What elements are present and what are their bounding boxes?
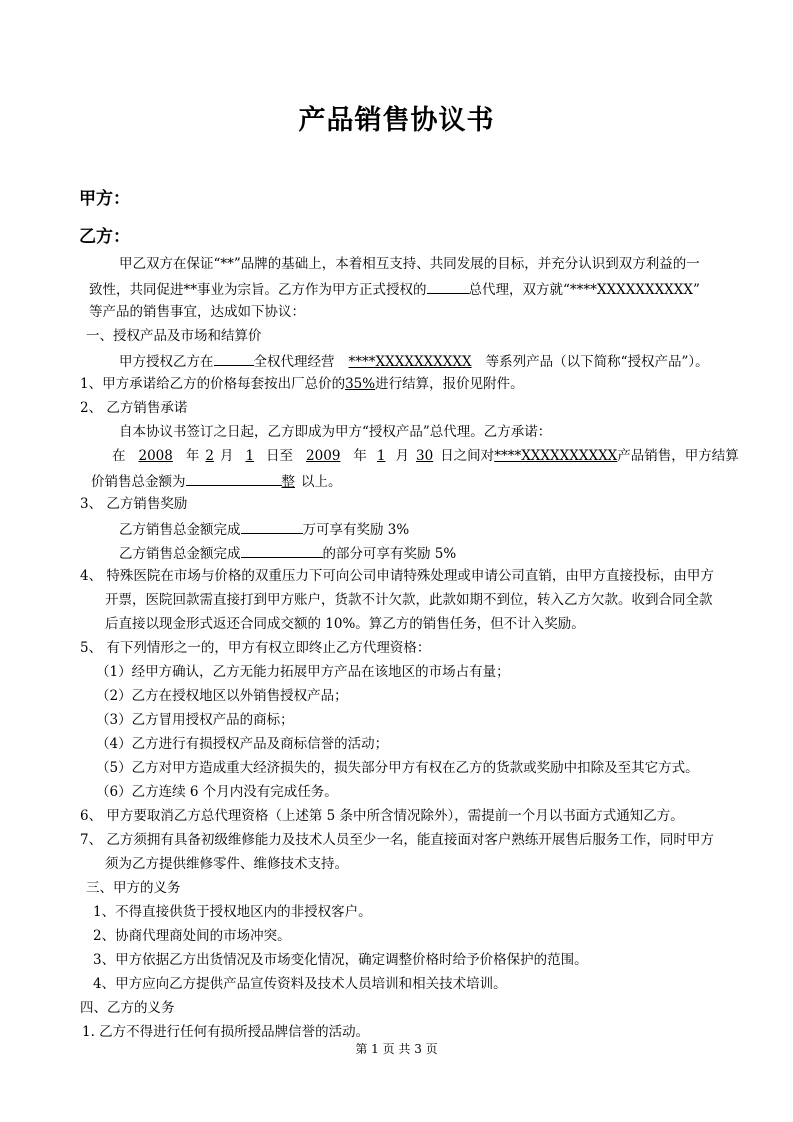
label-ri-1: 日至 bbox=[266, 448, 294, 464]
intro-line-3: 等产品的销售事宜，达成如下协议： bbox=[89, 304, 305, 320]
intro-line-2 bbox=[89, 279, 700, 299]
label-nian-2: 年 bbox=[353, 448, 367, 464]
item-3-tier-2 bbox=[119, 543, 456, 563]
item-1 bbox=[80, 375, 524, 393]
blank-tier-1-amount bbox=[241, 519, 303, 534]
intro-line-1: 甲乙双方在保证“**”品牌的基础上，本着相互支持、共同发展的目标，并充分认识到双方利益的一 bbox=[119, 256, 700, 272]
page-footer: 第 1 页 共 3 页 bbox=[355, 1042, 438, 1056]
start-month: 2 bbox=[205, 448, 214, 464]
item-4-line-3: 后直接以现金形式返还合同成交额的 10%。算乙方的销售任务，但不计入奖励。 bbox=[105, 616, 585, 632]
party-b-label: 乙方： bbox=[79, 227, 130, 247]
item-2-line-1: 自本协议书签订之日起，乙方即成为甲方“授权产品”总代理。乙方承诺： bbox=[119, 424, 552, 440]
item-4-line-1: 4、 特殊医院在市场与价格的双重压力下可向公司申请特殊处理或申请公司直销，由甲方直接投标，由甲方 bbox=[80, 568, 714, 584]
document-title: 产品销售协议书 bbox=[298, 105, 495, 136]
section-1-body bbox=[119, 351, 709, 371]
s1-text-b: 全权代理经营 bbox=[253, 354, 335, 370]
label-yue-2: 月 bbox=[395, 448, 409, 464]
item-3-tier-1-b: 万可享有奖励 3% bbox=[302, 522, 410, 538]
item-1-text-a: 1、甲方承诺给乙方的价格每套按出厂总价的 bbox=[80, 376, 346, 392]
item-7-line-1: 7、 乙方须拥有具备初级维修能力及技术人员至少一名，能直接面对客户熟练开展售后服务工作，同时甲方 bbox=[80, 832, 714, 848]
section-1-heading: 一、授权产品及市场和结算价 bbox=[86, 328, 262, 344]
label-yue-1: 月 bbox=[219, 448, 234, 464]
start-year: 2008 bbox=[138, 448, 173, 464]
item-5-sub-1: （1）经甲方确认，乙方无能力拓展甲方产品在该地区的市场占有量； bbox=[96, 664, 510, 680]
s1-product-name: ****XXXXXXXXXX bbox=[348, 354, 472, 370]
label-nian-1: 年 bbox=[185, 448, 200, 464]
s1-text-a: 甲方授权乙方在 bbox=[119, 354, 214, 370]
label-ri-2: 日之间对 bbox=[440, 448, 495, 464]
item-1-percent: 35% bbox=[345, 376, 376, 392]
item-7-line-2: 须为乙方提供维修零件、维修技术支持。 bbox=[105, 856, 348, 872]
section-4-item-1: 1. 乙方不得进行任何有损所授品牌信誉的活动。 bbox=[82, 1024, 370, 1040]
intro-line-2-b: 总代理，双方就“****XXXXXXXXXX” bbox=[468, 282, 700, 298]
item-3-tier-1-a: 乙方销售总金额完成 bbox=[119, 522, 241, 538]
section-4-heading: 四、乙方的义务 bbox=[80, 1000, 175, 1016]
item-5-sub-3: （3）乙方冒用授权产品的商标； bbox=[96, 712, 294, 728]
item-3-tier-2-b: 的部分可享有奖励 5% bbox=[322, 546, 457, 562]
item-2-zai: 在 bbox=[112, 448, 126, 464]
item-6: 6、 甲方要取消乙方总代理资格（上述第 5 条中所含情况除外），需提前一个月以书面方式通知乙方。 bbox=[80, 808, 684, 824]
item-2-line-3-a: 价销售总金额为 bbox=[91, 474, 186, 490]
end-day: 30 bbox=[416, 448, 434, 464]
section-3-item-4: 4、甲方应向乙方提供产品宣传资料及技术人员培训和相关技术培训。 bbox=[93, 976, 507, 992]
party-a-label: 甲方： bbox=[79, 189, 130, 209]
intro-line-2-a: 致性，共同促进**事业为宗旨。乙方作为甲方正式授权的 bbox=[89, 282, 427, 298]
blank-agent-region bbox=[427, 279, 469, 294]
item-5-sub-4: （4）乙方进行有损授权产品及商标信誉的活动； bbox=[96, 736, 389, 752]
item-5-sub-6: （6）乙方连续 6 个月内没有完成任务。 bbox=[96, 784, 338, 800]
end-month: 1 bbox=[376, 448, 386, 464]
item-1-text-b: 进行结算，报价见附件。 bbox=[375, 376, 524, 392]
blank-total-amount bbox=[186, 471, 282, 486]
item-5-heading: 5、 有下列情形之一的，甲方有权立即终止乙方代理资格： bbox=[80, 640, 431, 656]
item-2-tail: 产品销售，甲方结算 bbox=[617, 448, 739, 464]
item-5-sub-2: （2）乙方在授权地区以外销售授权产品； bbox=[96, 688, 348, 704]
item-3-heading: 3、 乙方销售奖励 bbox=[80, 496, 188, 512]
end-year: 2009 bbox=[306, 448, 341, 464]
item-5-sub-5: （5）乙方对甲方造成重大经济损失的，损失部分甲方有权在乙方的货款或奖励中扣除及至其它方式。 bbox=[96, 760, 699, 776]
s1-text-d: 等系列产品（以下简称“授权产品”）。 bbox=[485, 354, 709, 370]
blank-tier-2-amount bbox=[241, 543, 323, 558]
item-3-tier-1 bbox=[119, 519, 409, 539]
item-4-line-2: 开票，医院回款需直接打到甲方账户，货款不计欠款，此款如期不到位，转入乙方欠款。收到合同全款 bbox=[105, 592, 713, 608]
section-3-item-1: 1、不得直接供货于授权地区内的非授权客户。 bbox=[93, 904, 372, 920]
item-2-date-line bbox=[112, 447, 739, 465]
item-2-zheng: 整 bbox=[281, 474, 295, 490]
blank-region bbox=[214, 351, 254, 366]
item-2-line-3-b: 以上。 bbox=[301, 474, 342, 490]
item-3-tier-2-a: 乙方销售总金额完成 bbox=[119, 546, 241, 562]
item-2-heading: 2、 乙方销售承诺 bbox=[80, 400, 188, 416]
section-3-heading: 三、甲方的义务 bbox=[86, 880, 181, 896]
item-2-line-3 bbox=[91, 471, 342, 491]
start-day: 1 bbox=[245, 448, 255, 464]
section-3-item-2: 2、协商代理商处间的市场冲突。 bbox=[93, 928, 291, 944]
item-2-product-name: ****XXXXXXXXXX bbox=[494, 448, 618, 464]
section-3-item-3: 3、甲方依据乙方出货情况及市场变化情况，确定调整价格时给予价格保护的范围。 bbox=[93, 952, 588, 968]
